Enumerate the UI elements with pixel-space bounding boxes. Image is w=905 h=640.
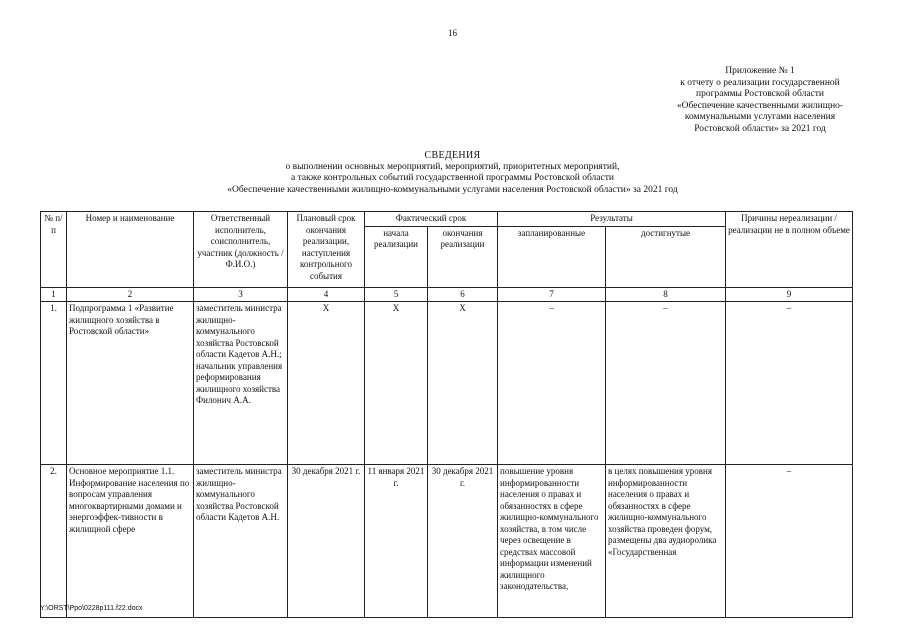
- row-fact-end: 30 декабря 2021 г.: [428, 465, 498, 618]
- row-plan-date: 30 декабря 2021 г.: [288, 465, 365, 618]
- row-fact-start: Х: [365, 302, 428, 465]
- row-reasons: –: [726, 465, 853, 618]
- appendix-line: «Обеспечение качественными жилищно-: [676, 100, 844, 111]
- col-number: 2: [67, 287, 194, 302]
- row-results-achieved: в целях повышения уровня информированности населения о правах и обязанностях в сфере жилищно-коммунального хозяйства проведен форум, размещены два аудиоролика «Государственная: [606, 465, 726, 618]
- header-fact-start: начала реализации: [365, 226, 428, 287]
- header-results-planned: запланированные: [498, 226, 606, 287]
- col-number: 8: [606, 287, 726, 302]
- header-results-achieved: достигнутые: [606, 226, 726, 287]
- table-row: [41, 465, 853, 618]
- row-name: Основное мероприятие 1.1. Информирование населения по вопросам управления многоквартирными домами и энергоэффек-тивности в жилищной сфере: [67, 465, 194, 618]
- page-number: 16: [448, 28, 457, 38]
- appendix-line: Приложение № 1: [725, 66, 795, 76]
- col-number: 3: [194, 287, 288, 302]
- table-row: [41, 302, 853, 465]
- header-name: Номер и наименование: [67, 212, 194, 288]
- report-table: [40, 211, 853, 618]
- header-num: № п/п: [41, 212, 67, 288]
- col-number: 9: [726, 287, 853, 302]
- row-results-planned: –: [498, 302, 606, 465]
- header-fact-date: Фактический срок: [365, 212, 498, 227]
- title-line: «Обеспечение качественными жилищно-коммунальными услугами населения Ростовской области» за 2021 год: [227, 184, 678, 195]
- col-number: 7: [498, 287, 606, 302]
- row-name: Подпрограмма 1 «Развитие жилищного хозяйства в Ростовской области»: [67, 302, 194, 465]
- appendix-line: к отчету о реализации государственной: [680, 77, 840, 88]
- header-responsible: Ответственный исполнитель, соисполнитель, участник (должность / Ф.И.О.): [194, 212, 288, 288]
- header-results: Результаты: [498, 212, 726, 227]
- row-reasons: –: [726, 302, 853, 465]
- row-num: 2.: [41, 465, 67, 618]
- header-plan-date: Плановый срок окончания реализации, наступления контрольного события: [288, 212, 365, 288]
- row-results-achieved: –: [606, 302, 726, 465]
- appendix-line: Ростовской области» за 2021 год: [694, 123, 826, 134]
- title-line: о выполнении основных мероприятий, мероприятий, приоритетных мероприятий,: [285, 161, 620, 172]
- row-responsible: заместитель министра жилищно-коммунального хозяйства Ростовской области Кадетов А.Н.; начальник управления реформирования жилищного хозяйства Филонич А.А.: [194, 302, 288, 465]
- header-row: [41, 212, 853, 227]
- col-number: 6: [428, 287, 498, 302]
- col-number: 5: [365, 287, 428, 302]
- title-line: а также контрольных событий государственной программы Ростовской области: [291, 173, 614, 183]
- row-plan-date: Х: [288, 302, 365, 465]
- row-fact-start: 11 января 2021 г.: [365, 465, 428, 618]
- row-responsible: заместитель министра жилищно-коммунального хозяйства Ростовской области Кадетов А.Н.: [194, 465, 288, 618]
- appendix-heading: [640, 66, 880, 135]
- header-reasons: Причины нереализации / реализации не в полном объеме: [726, 212, 853, 288]
- col-number: 1: [41, 287, 67, 302]
- file-path-footer: Y:\ORST\Ppo\0228p111.f22.docx: [40, 605, 143, 612]
- appendix-line: коммунальными услугами населения: [684, 112, 836, 122]
- document-title: [0, 150, 905, 196]
- column-number-row: [41, 287, 853, 302]
- title-heading: СВЕДЕНИЯ: [424, 150, 481, 161]
- col-number: 4: [288, 287, 365, 302]
- appendix-line: программы Ростовской области: [696, 89, 824, 99]
- row-fact-end: Х: [428, 302, 498, 465]
- header-fact-end: окончания реализации: [428, 226, 498, 287]
- row-num: 1.: [41, 302, 67, 465]
- row-results-planned: повышение уровня информированности населения о правах и обязанностях в сфере жилищно-коммунального хозяйства, в том числе через освещение в средствах массовой информации изменений жилищного законодательства,: [498, 465, 606, 618]
